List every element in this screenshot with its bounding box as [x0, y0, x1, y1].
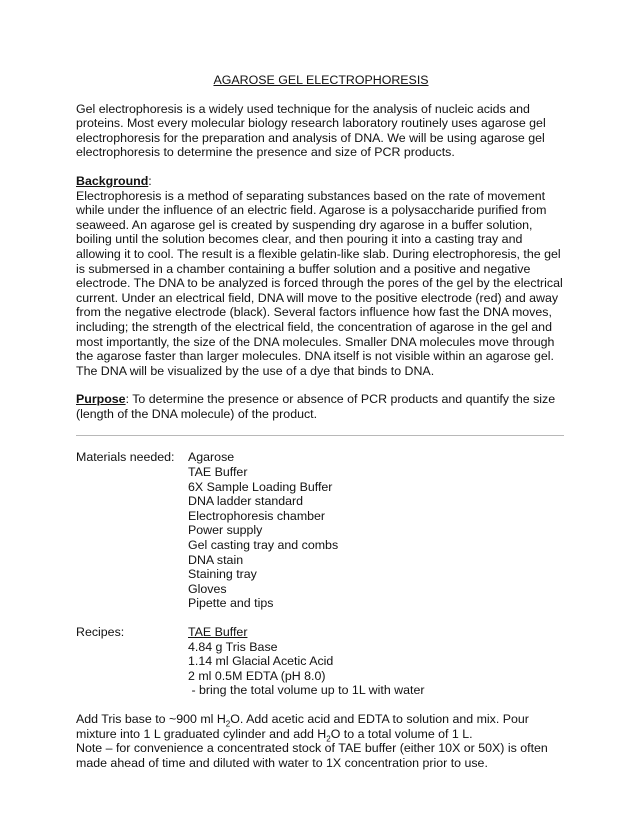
material-item: Gloves: [188, 581, 227, 596]
instruction-text: O to a total volume of 1 L.: [330, 726, 473, 741]
background-paragraph: Electrophoresis is a method of separating substances based on the rate of movement while under the influence of an electric field. Agarose is a polysaccharide purified from seaweed. An agarose gel is created by suspending dry agarose in a buffer solution, boiling until the solution becomes clear, and then pouring it into a casting tray and allowing it to cool. The result is a flexible gelatin-like slab. During electrophoresis, the gel is submersed in a chamber containing a buffer solution and a positive and negative electrode. The DNA to be analyzed is forced through the pores of the gel by the electrical current. Under an electrical field, DNA will move to the positive electrode (red) and away from the negative electrode (black). Several factors influence how fast the DNA moves, including; the strength of the electrical field, the concentration of agarose in the gel and most importantly, the size of the DNA molecules. Smaller DNA molecules move through the agarose faster than larger molecules. DNA itself is not visible within an agarose gel. The DNA will be visualized by the use of a dye that binds to DNA.: [76, 188, 563, 378]
background-heading-colon: :: [148, 173, 152, 188]
recipe-line: 1.14 ml Glacial Acetic Acid: [188, 654, 334, 669]
instruction-text: mixture into 1 L graduated cylinder and add H: [76, 726, 327, 741]
recipe-list: [188, 625, 566, 698]
material-item: TAE Buffer: [188, 465, 248, 480]
note-paragraph: Note – for convenience a concentrated stock of TAE buffer (either 10X or 50X) is often made ahead of time and diluted with water to 1X concentration prior to use.: [76, 741, 548, 770]
material-item: DNA ladder standard: [188, 494, 304, 509]
recipes-section: [76, 625, 566, 698]
material-item: Electrophoresis chamber: [188, 508, 326, 523]
purpose-text: : To determine the presence or absence of PCR products and quantify the size (length of the DNA molecule) of the product.: [76, 392, 556, 421]
materials-label: Materials needed:: [76, 450, 175, 465]
section-divider: [76, 435, 564, 436]
materials-list: [188, 450, 566, 611]
material-item: Agarose: [188, 450, 235, 465]
subscript: 2: [225, 719, 231, 729]
instruction-line-2: [76, 727, 566, 742]
material-item: 6X Sample Loading Buffer: [188, 479, 333, 494]
purpose-paragraph: [76, 392, 566, 421]
recipe-line: 4.84 g Tris Base: [188, 639, 278, 654]
recipe-line: 2 ml 0.5M EDTA (pH 8.0): [188, 668, 326, 683]
materials-section: [76, 450, 566, 611]
material-item: Staining tray: [188, 567, 257, 582]
instruction-text: O. Add acetic acid and EDTA to solution and mix. Pour: [230, 711, 529, 726]
instructions: [76, 712, 566, 770]
document-page: [76, 73, 566, 770]
material-item: Gel casting tray and combs: [188, 538, 339, 553]
background-heading-line: [76, 174, 566, 189]
recipe-title: TAE Buffer: [188, 625, 248, 639]
recipes-label: Recipes:: [76, 625, 125, 639]
material-item: DNA stain: [188, 552, 244, 567]
intro-paragraph: Gel electrophoresis is a widely used technique for the analysis of nucleic acids and proteins. Most every molecular biology research laboratory routinely uses agarose gel electrophoresis for the preparation and analysis of DNA. We will be using agarose gel electrophoresis to determine the presence and size of PCR products.: [76, 101, 546, 160]
background-heading: Background: [76, 173, 149, 188]
purpose-label: Purpose: [76, 392, 126, 407]
instruction-text: Add Tris base to ~900 ml H: [76, 711, 226, 726]
material-item: Power supply: [188, 523, 263, 538]
instruction-line-1: [76, 712, 566, 727]
page-title: AGAROSE GEL ELECTROPHORESIS: [213, 73, 429, 87]
recipe-line: - bring the total volume up to 1L with water: [188, 683, 425, 698]
subscript: 2: [326, 734, 331, 744]
material-item: Pipette and tips: [188, 596, 274, 611]
